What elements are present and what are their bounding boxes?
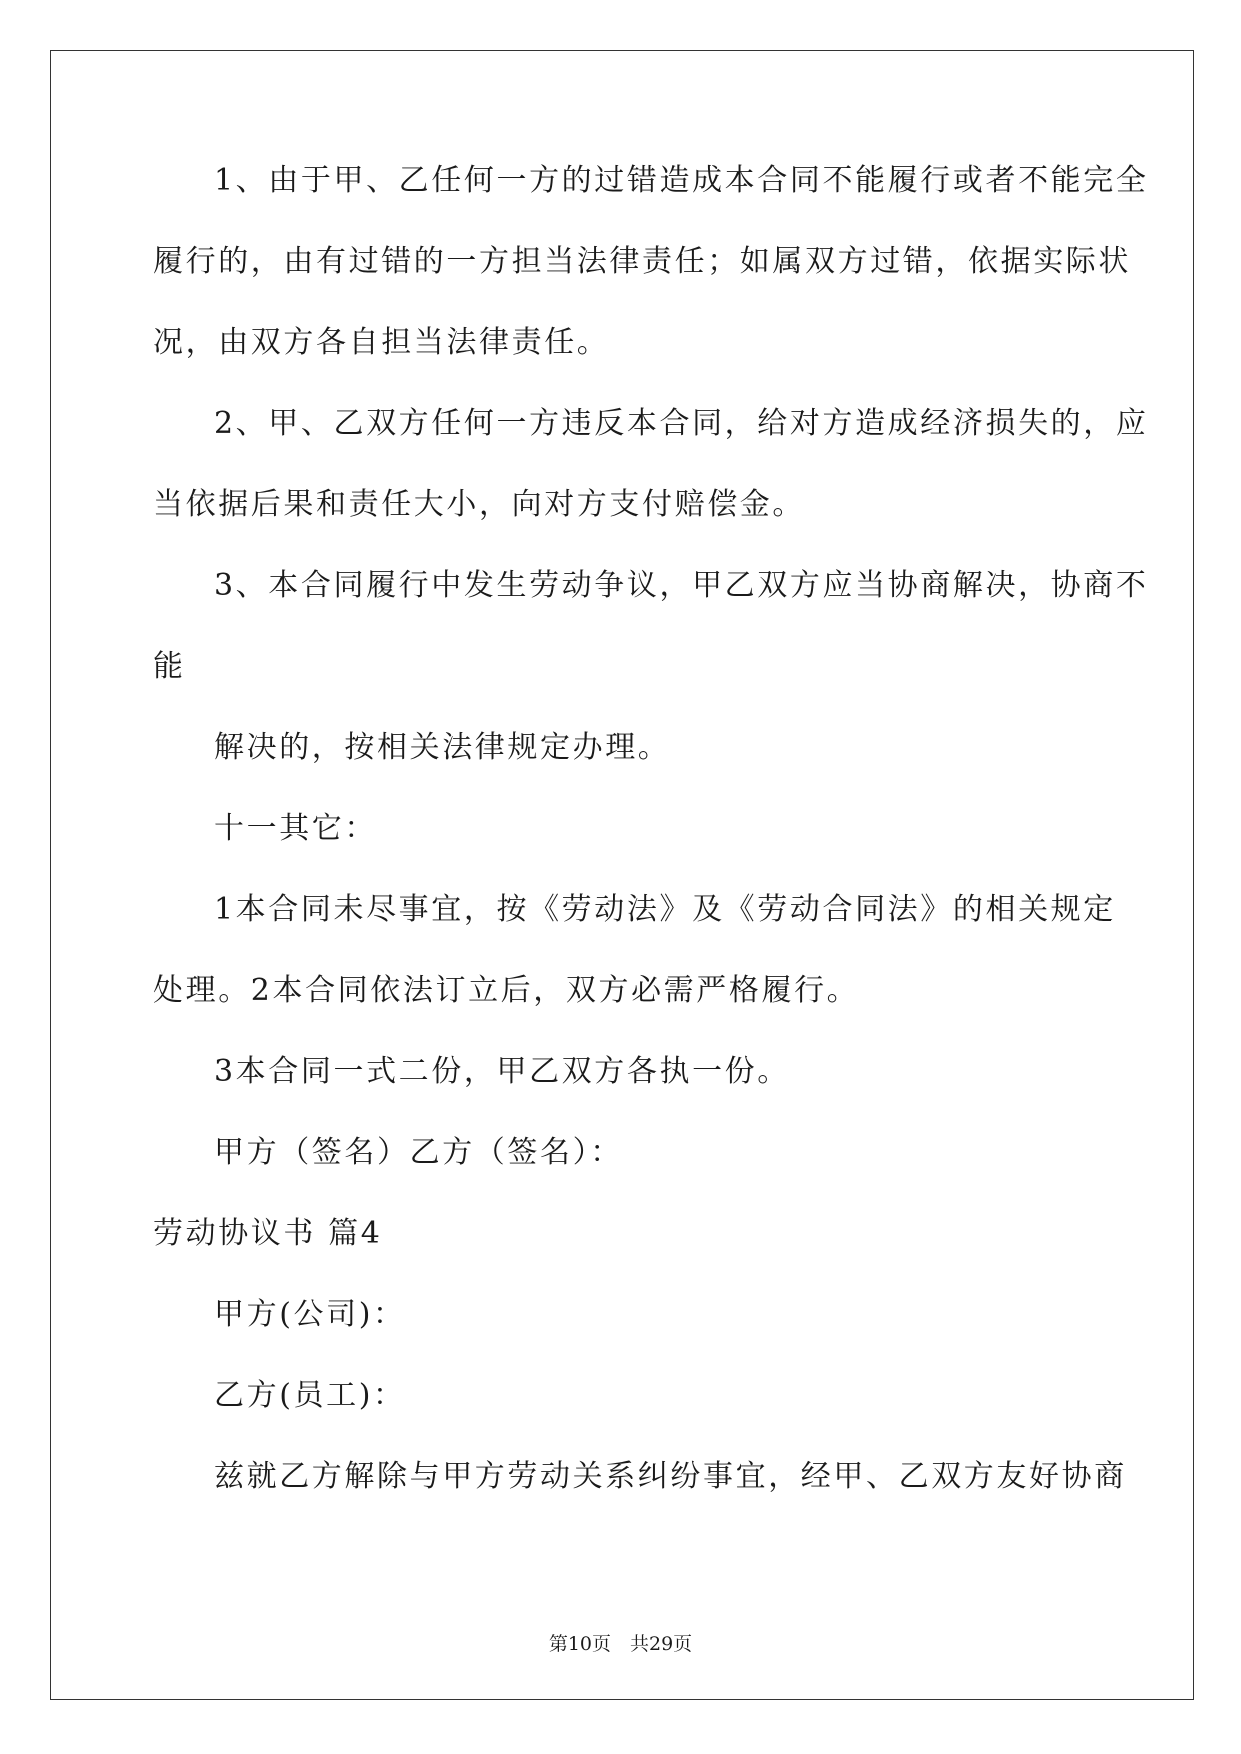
paragraph-line: 2、甲、乙双方任何一方违反本合同，给对方造成经济损失的，应 xyxy=(214,406,1149,441)
signature-line: 甲方（签名）乙方（签名）： xyxy=(214,1135,623,1170)
party-a-line: 甲方(公司)： xyxy=(214,1297,406,1332)
paragraph-line: 3、本合同履行中发生劳动争议，甲乙双方应当协商解决，协商不 xyxy=(214,568,1149,603)
paragraph-line: 兹就乙方解除与甲方劳动关系纠纷事宜，经甲、乙双方友好协商 xyxy=(214,1459,1127,1494)
article-title: 劳动协议书 篇4 xyxy=(153,1216,383,1251)
page-number: 第10页 共29页 xyxy=(548,1633,693,1655)
document-body xyxy=(153,163,1149,1542)
paragraph-line: 3本合同一式二份，甲乙双方各执一份。 xyxy=(214,1054,790,1089)
paragraph-line: 当依据后果和责任大小，向对方支付赔偿金。 xyxy=(153,487,805,522)
paragraph-line: 处理。2本合同依法订立后，双方必需严格履行。 xyxy=(153,973,860,1008)
paragraph-line: 1、由于甲、乙任何一方的过错造成本合同不能履行或者不能完全 xyxy=(214,163,1149,198)
paragraph-line: 履行的，由有过错的一方担当法律责任；如属双方过错，依据实际状 xyxy=(153,244,1131,279)
paragraph-line: 能 xyxy=(153,649,186,684)
paragraph-line: 况，由双方各自担当法律责任。 xyxy=(153,325,610,360)
party-b-line: 乙方(员工)： xyxy=(214,1378,406,1413)
paragraph-line: 1本合同未尽事宜，按《劳动法》及《劳动合同法》的相关规定 xyxy=(214,892,1116,927)
paragraph-line: 解决的，按相关法律规定办理。 xyxy=(214,730,671,765)
section-heading: 十一其它： xyxy=(214,811,377,846)
